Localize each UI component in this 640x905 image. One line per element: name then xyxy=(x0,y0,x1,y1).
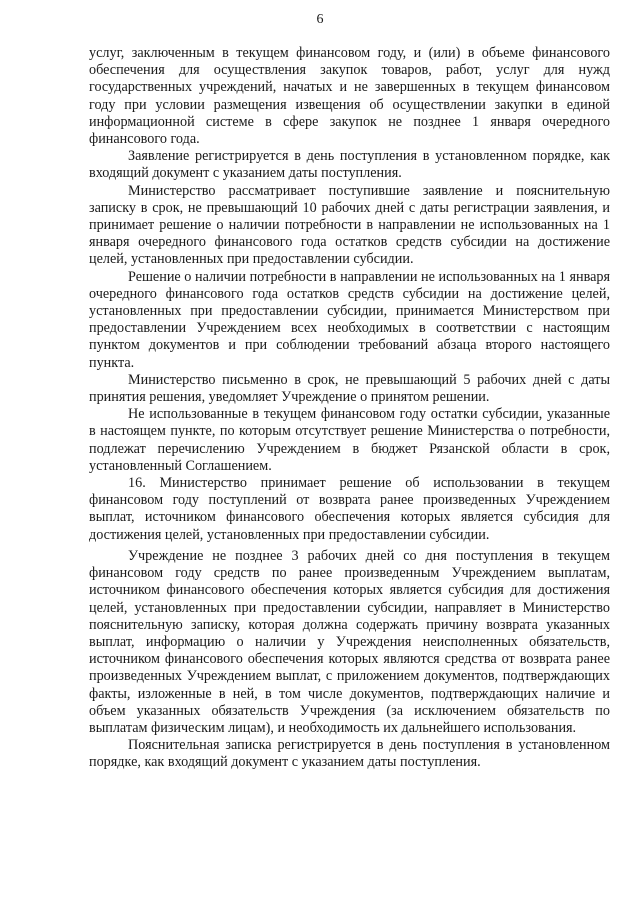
paragraph-note-registration: Пояснительная записка регистрируется в день поступления в установленном порядке, как входящий документ с указанием даты поступления. xyxy=(89,737,610,771)
paragraph-decision-conditions: Решение о наличии потребности в направлении не использованных на 1 января очередного финансового года остатков средств субсидии на достижение целей, установленных при предоставлении субсидии, принимается Министерством при предоставлении Учреждением всех необходимых в соответствии с настоящим пунктом документов и при соблюдении требований абзаца второго настоящего пункта. xyxy=(89,268,610,371)
paragraph-notification: Министерство письменно в срок, не превышающий 5 рабочих дней с даты принятия решения, уведомляет Учреждение о принятом решении. xyxy=(89,371,610,406)
paragraph-unused-balances: Не использованные в текущем финансовом году остатки субсидии, указанные в настоящем пункте, по которым отсутствует решение Министерства о потребности, подлежат перечислению Учреждением в бюджет Рязанской области в срок, установленный Соглашением. xyxy=(89,406,610,474)
paragraph-continuation: услуг, заключенным в текущем финансовом году, и (или) в объеме финансового обеспечения для осуществления закупок товаров, работ, услуг для нужд государственных учреждений, начатых и не завершенных в текущем финансовом году при условии размещения извещения об осуществлении закупки в единой информационной системе в сфере закупок не позднее 1 января очередного финансового года. xyxy=(89,45,610,148)
paragraph-clause-16: 16. Министерство принимает решение об использовании в текущем финансовом году поступлений от возврата ранее произведенных Учреждением выплат, источником финансового обеспечения которых является субсидия для достижения целей, установленных при предоставлении субсидии. xyxy=(89,475,610,543)
document-body xyxy=(89,45,610,772)
paragraph-application-registration: Заявление регистрируется в день поступления в установленном порядке, как входящий документ с указанием даты поступления. xyxy=(89,148,610,182)
paragraph-ministry-review: Министерство рассматривает поступившие заявление и пояснительную записку в срок, не превышающий 10 рабочих дней с даты регистрации заявления, и принимает решение о наличии потребности в направлении не использованных на 1 января очередного финансового года остатков средств субсидии на достижение целей, установленных при предоставлении субсидии. xyxy=(89,182,610,268)
paragraph-explanatory-note: Учреждение не позднее 3 рабочих дней со дня поступления в текущем финансовом году средств по ранее произведенным Учреждением выплатам, источником финансового обеспечения которых является субсидия для достижения целей, установленных при предоставлении субсидии, направляет в Министерство пояснительную записку, которая должна содержать причину возврата указанных выплат, информацию о наличии у Учреждения неисполненных обязательств, источником финансового обеспечения которых являются средства от возврата ранее произведенных Учреждением выплат, с приложением документов, подтверждающих факты, изложенные в ней, в том числе документов, подтверждающих наличие и объем указанных обязательств Учреждения (за исключением обязательств по выплатам физическим лицам), и необходимость их дальнейшего использования. xyxy=(89,547,610,736)
page-number: 6 xyxy=(316,12,324,27)
